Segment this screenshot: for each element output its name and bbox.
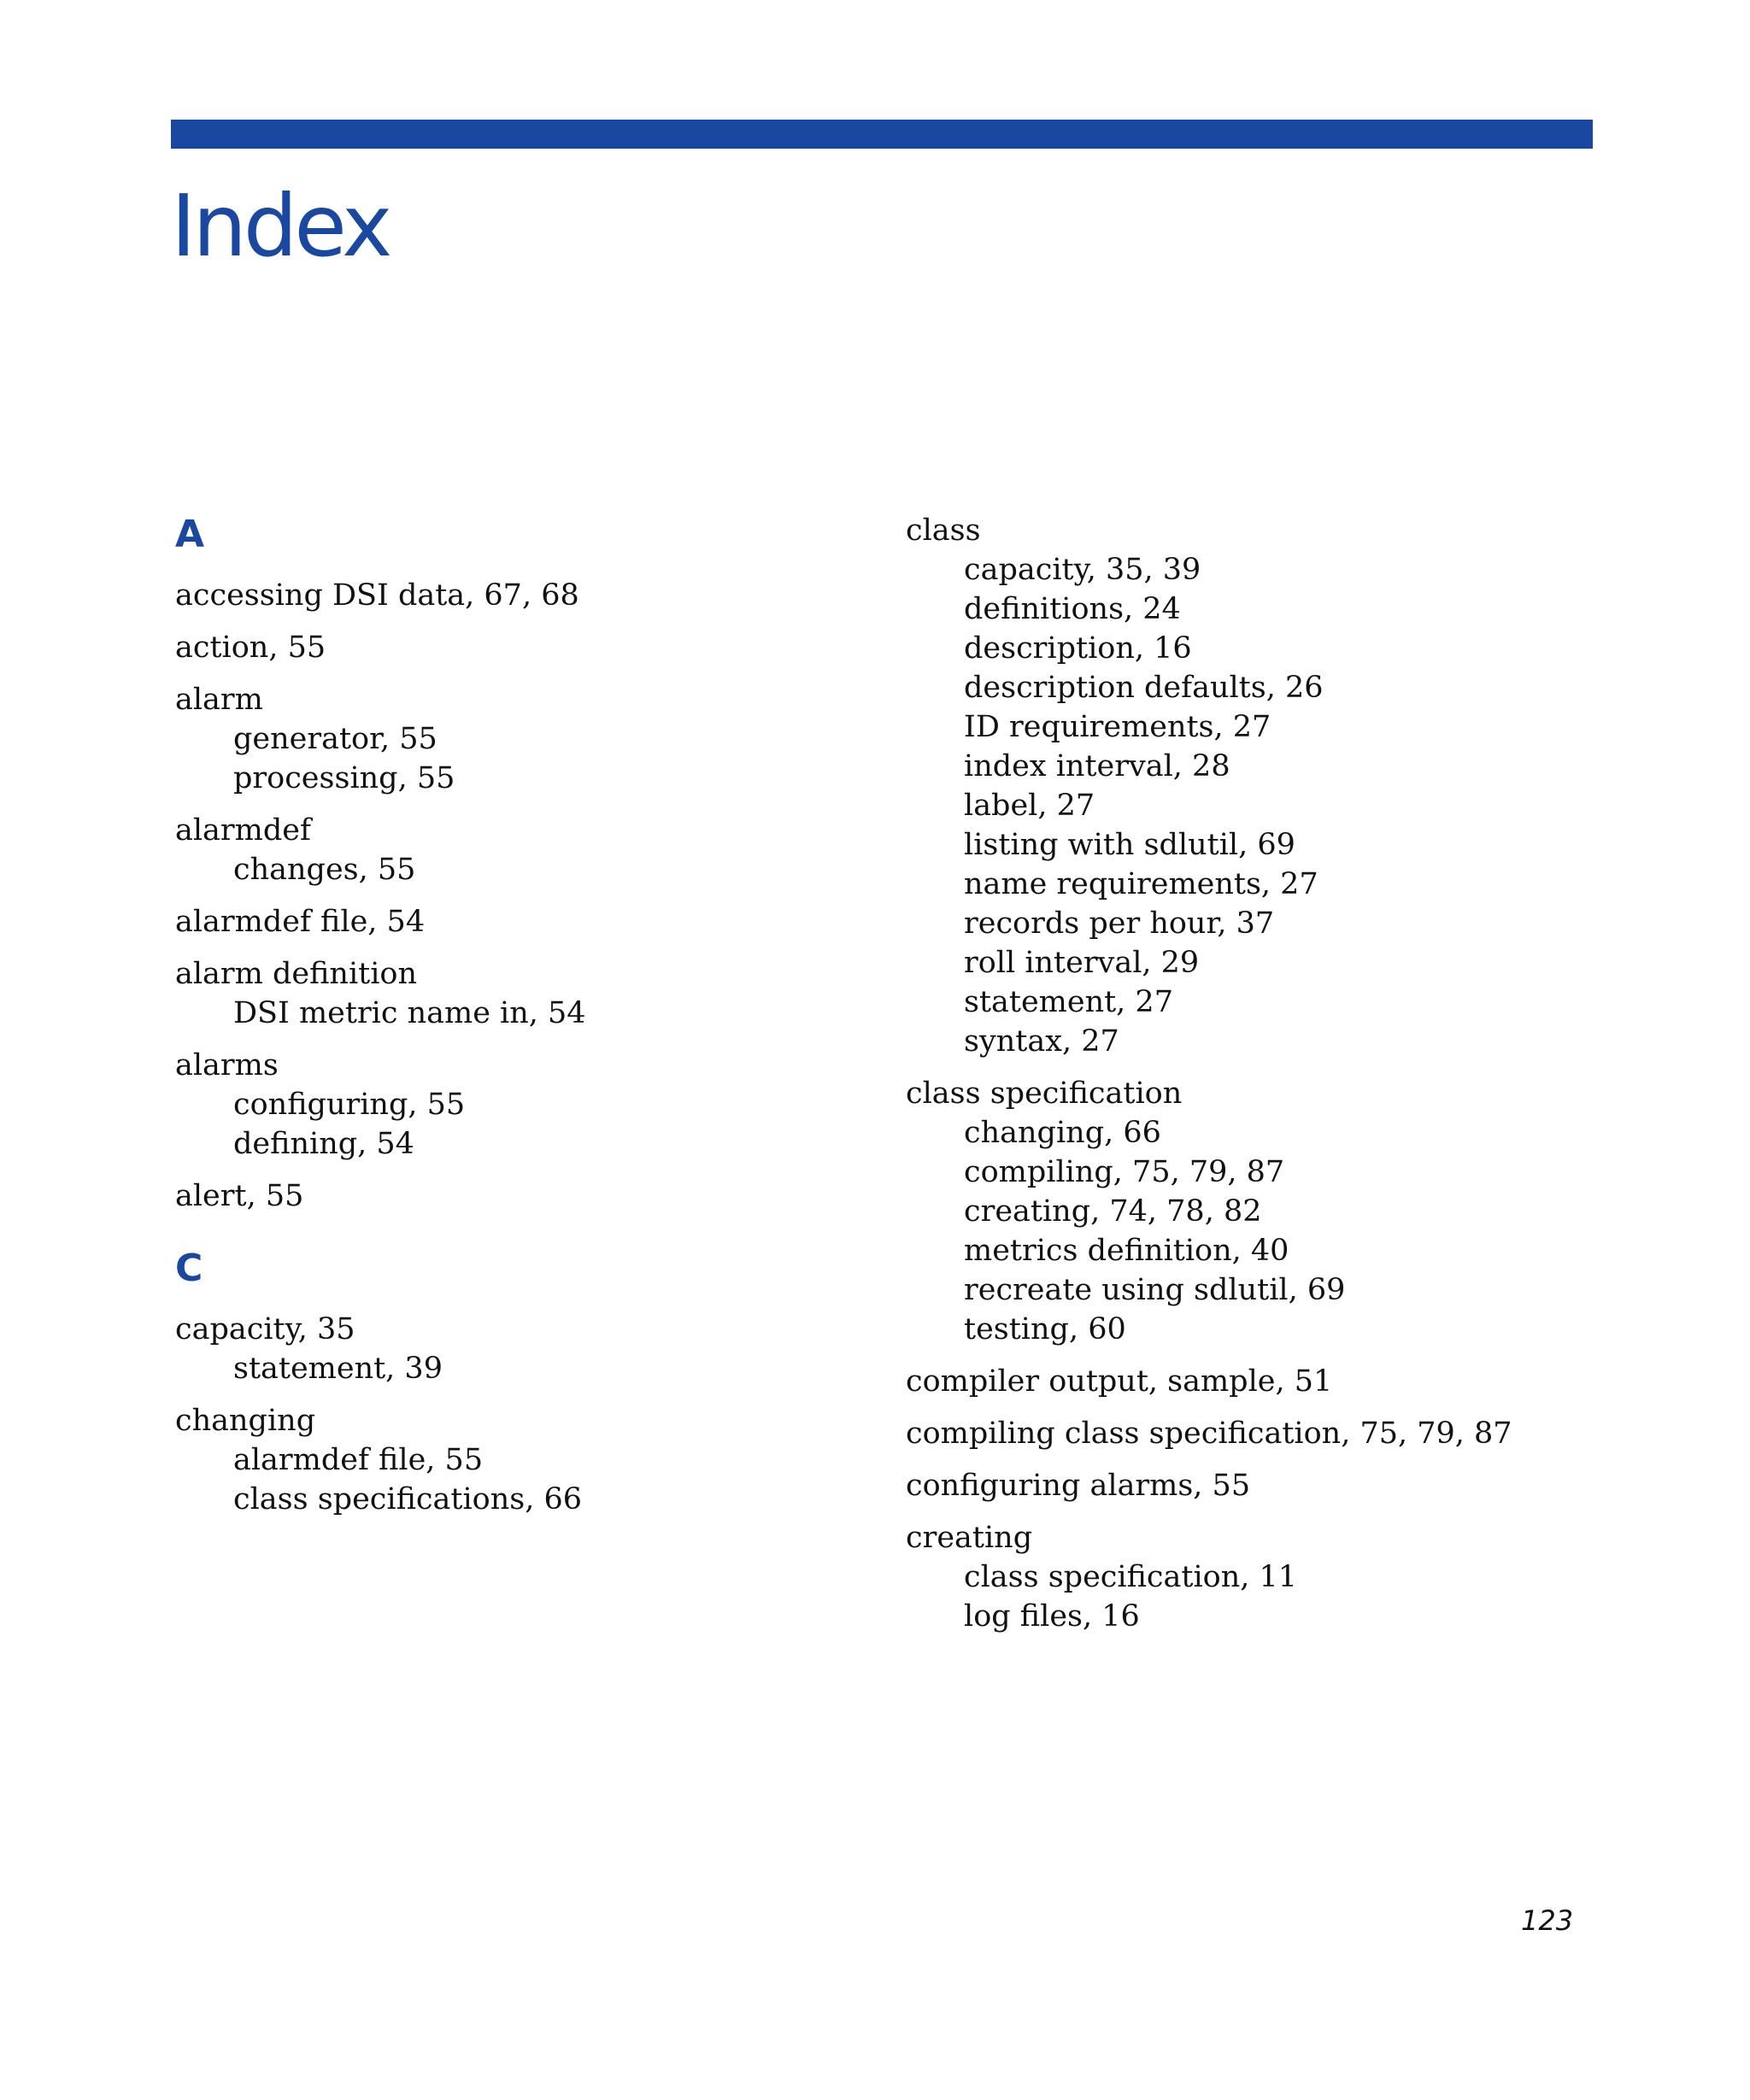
index-subentry: configuring, 55 (233, 1088, 466, 1122)
index-term: creating (906, 1521, 1033, 1555)
index-entry (906, 1074, 1589, 1349)
index-entry (906, 1362, 1589, 1401)
index-term: compiler output, sample, 51 (906, 1364, 1333, 1399)
index-term: alarm (175, 683, 263, 717)
index-subentry: records per hour, 37 (964, 906, 1275, 941)
index-term: class (906, 513, 981, 548)
index-column-left (175, 511, 859, 1548)
index-subentry: DSI metric name in, 54 (233, 996, 586, 1030)
index-term: alarmdef file, 54 (175, 905, 426, 939)
index-subentry: processing, 55 (233, 761, 455, 795)
index-subentry: changes, 55 (233, 853, 416, 887)
index-subentry: class specifications, 66 (233, 1482, 583, 1516)
index-subentry: defining, 54 (233, 1127, 414, 1161)
index-term: capacity, 35 (175, 1312, 355, 1346)
index-term: alert, 55 (175, 1179, 304, 1213)
index-term: accessing DSI data, 67, 68 (175, 578, 579, 613)
index-entry (175, 1046, 859, 1164)
index-subentry: name requirements, 27 (964, 867, 1318, 901)
index-subentry: recreate using sdlutil, 69 (964, 1273, 1346, 1307)
index-term: configuring alarms, 55 (906, 1469, 1251, 1503)
index-subentry: testing, 60 (964, 1312, 1126, 1346)
index-subentry: class specification, 11 (964, 1560, 1298, 1594)
index-entry (175, 1176, 859, 1216)
page-title: Index (171, 176, 390, 276)
header-rule (171, 120, 1593, 149)
index-section (175, 511, 859, 1216)
index-subentry: index interval, 28 (964, 749, 1230, 783)
index-entry (906, 1518, 1589, 1636)
index-subentry: label, 27 (964, 789, 1095, 823)
page-number: 123 (1521, 1904, 1574, 1937)
index-term: alarms (175, 1048, 279, 1082)
index-entry (175, 902, 859, 941)
index-entry (175, 576, 859, 615)
index-subentry: statement, 27 (964, 985, 1173, 1019)
index-entry (175, 1401, 859, 1519)
index-subentry: roll interval, 29 (964, 946, 1200, 980)
index-term: action, 55 (175, 631, 326, 665)
index-subentry: listing with sdlutil, 69 (964, 828, 1295, 862)
index-entry (906, 1414, 1589, 1453)
index-entry (906, 1466, 1589, 1505)
index-entry (175, 680, 859, 798)
index-subentry: compiling, 75, 79, 87 (964, 1155, 1285, 1189)
index-term: compiling class specification, 75, 79, 87 (906, 1417, 1512, 1451)
index-subentry: metrics definition, 40 (964, 1234, 1289, 1268)
index-term: changing (175, 1404, 316, 1438)
index-entry (906, 511, 1589, 1061)
index-entry (175, 954, 859, 1033)
index-subentry: creating, 74, 78, 82 (964, 1194, 1262, 1229)
index-subentry: changing, 66 (964, 1116, 1161, 1150)
index-subentry: log files, 16 (964, 1599, 1140, 1634)
index-subentry: definitions, 24 (964, 592, 1181, 626)
index-term: class specification (906, 1076, 1183, 1111)
index-term: alarmdef (175, 813, 311, 848)
index-entry (175, 1310, 859, 1388)
index-term: alarm definition (175, 957, 418, 991)
index-subentry: alarmdef file, 55 (233, 1443, 484, 1477)
section-letter: C (175, 1247, 203, 1290)
index-subentry: description, 16 (964, 631, 1192, 666)
index-subentry: ID requirements, 27 (964, 710, 1271, 744)
index-subentry: description defaults, 26 (964, 671, 1324, 705)
index-entry (175, 628, 859, 667)
section-letter: A (175, 513, 205, 556)
index-column-right (906, 511, 1589, 1649)
index-subentry: generator, 55 (233, 722, 438, 756)
index-subentry: capacity, 35, 39 (964, 553, 1201, 587)
index-subentry: statement, 39 (233, 1352, 443, 1386)
index-section (175, 1245, 859, 1519)
index-subentry: syntax, 27 (964, 1024, 1119, 1059)
index-entry (175, 811, 859, 889)
